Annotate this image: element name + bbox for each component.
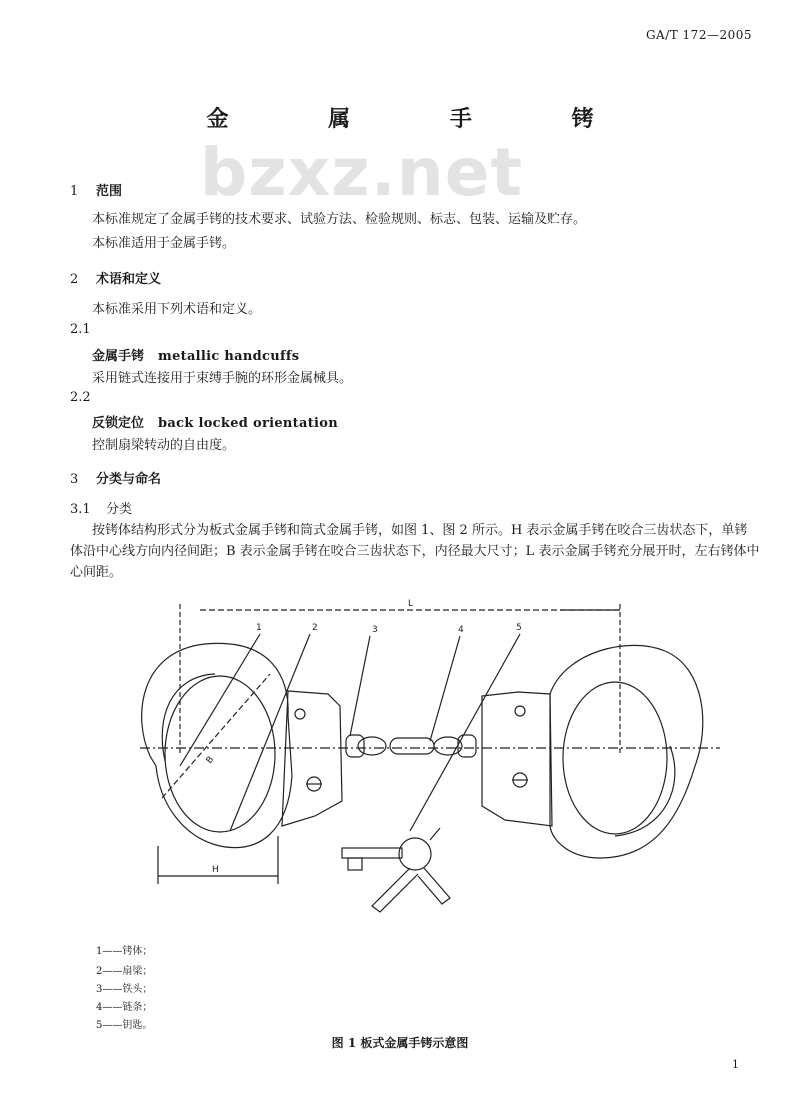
page-number: 1 (732, 1058, 739, 1071)
term-2-2 (92, 412, 338, 431)
chain-swivel-right (458, 735, 476, 757)
legend-item: 2——扇梁； (96, 966, 153, 977)
section-title: 分类与命名 (96, 472, 162, 487)
label-3: 3 (372, 625, 378, 635)
right-ratchet-arc (615, 746, 675, 836)
label-h: H (212, 865, 219, 875)
right-lock-plate (482, 692, 552, 826)
standard-number: GA/T 172—2005 (645, 28, 752, 42)
legend-item: 4——链条； (96, 1002, 153, 1013)
right-cuff-outer (550, 645, 703, 858)
term-english: back locked orientation (158, 416, 338, 431)
chain-link-1 (358, 737, 386, 755)
key-ring (399, 838, 431, 870)
section-3-heading (70, 468, 161, 487)
clause-2-2-number: 2.2 (70, 390, 91, 405)
clause-title: 分类 (106, 502, 133, 517)
leader-5 (410, 634, 520, 831)
page-title: 金 属 手 铐 (206, 106, 640, 132)
section-title: 范围 (96, 184, 123, 199)
term-english: metallic handcuffs (158, 349, 300, 364)
label-1: 1 (256, 623, 262, 633)
clause-3-1-paragraph: 按铐体结构形式分为板式金属手铐和筒式金属手铐，如图 1、图 2 所示。H 表示金属手铐在咬合三齿状态下，单铐体沿中心线方向内径间距；B 表示金属手铐在咬合三齿状态下，内径最大尺寸；L 表示金属手铐充分展开时，左右铐体中心间距。 (70, 523, 760, 580)
right-cuff-inner (563, 682, 667, 834)
key-shaft-left (342, 848, 402, 858)
section-1-heading (70, 180, 122, 199)
key-shaft-lower (372, 868, 418, 912)
left-rivet-top (295, 709, 305, 719)
label-l: L (408, 599, 414, 609)
term-chinese: 金属手铐 (92, 349, 145, 364)
term-chinese: 反锁定位 (92, 416, 145, 431)
section-number: 3 (70, 472, 79, 487)
clause-number: 3.1 (70, 502, 91, 517)
section-1-paragraph-2: 本标准适用于金属手铐。 (92, 236, 236, 251)
leader-4 (430, 636, 460, 741)
clause-2-1-number: 2.1 (70, 322, 91, 337)
handcuffs-figure (110, 596, 730, 926)
label-5: 5 (516, 623, 522, 633)
definition-2-2: 控制扇梁转动的自由度。 (92, 438, 236, 453)
term-2-1 (92, 345, 299, 364)
clause-3-1-heading (70, 498, 132, 517)
watermark: bzxz.net (200, 134, 524, 211)
section-2-heading (70, 268, 161, 287)
legend-item: 3——铁头； (96, 984, 153, 995)
section-number: 2 (70, 272, 79, 287)
chain-link-center (390, 738, 434, 754)
label-4: 4 (458, 625, 464, 635)
key-bit-left (348, 858, 362, 870)
section-number: 1 (70, 184, 79, 199)
legend-item: 5——钥匙。 (96, 1020, 153, 1031)
definition-2-1: 采用链式连接用于束缚手腕的环形金属械具。 (92, 371, 353, 386)
leader-3 (350, 636, 370, 736)
label-b: B (204, 754, 217, 766)
chain-swivel-left (346, 735, 364, 757)
section-1-paragraph-1: 本标准规定了金属手铐的技术要求、试验方法、检验规则、标志、包装、运输及贮存。 (92, 212, 587, 227)
right-rivet-top (515, 706, 525, 716)
section-title: 术语和定义 (96, 272, 162, 287)
legend-item: 1——铐体； (96, 946, 153, 957)
dimension-line-b (162, 674, 270, 798)
key-shaft-right (418, 868, 450, 904)
figure-caption: 图 1 板式金属手铐示意图 (331, 1036, 469, 1050)
section-2-paragraph: 本标准采用下列术语和定义。 (92, 302, 262, 317)
label-2: 2 (312, 623, 318, 633)
